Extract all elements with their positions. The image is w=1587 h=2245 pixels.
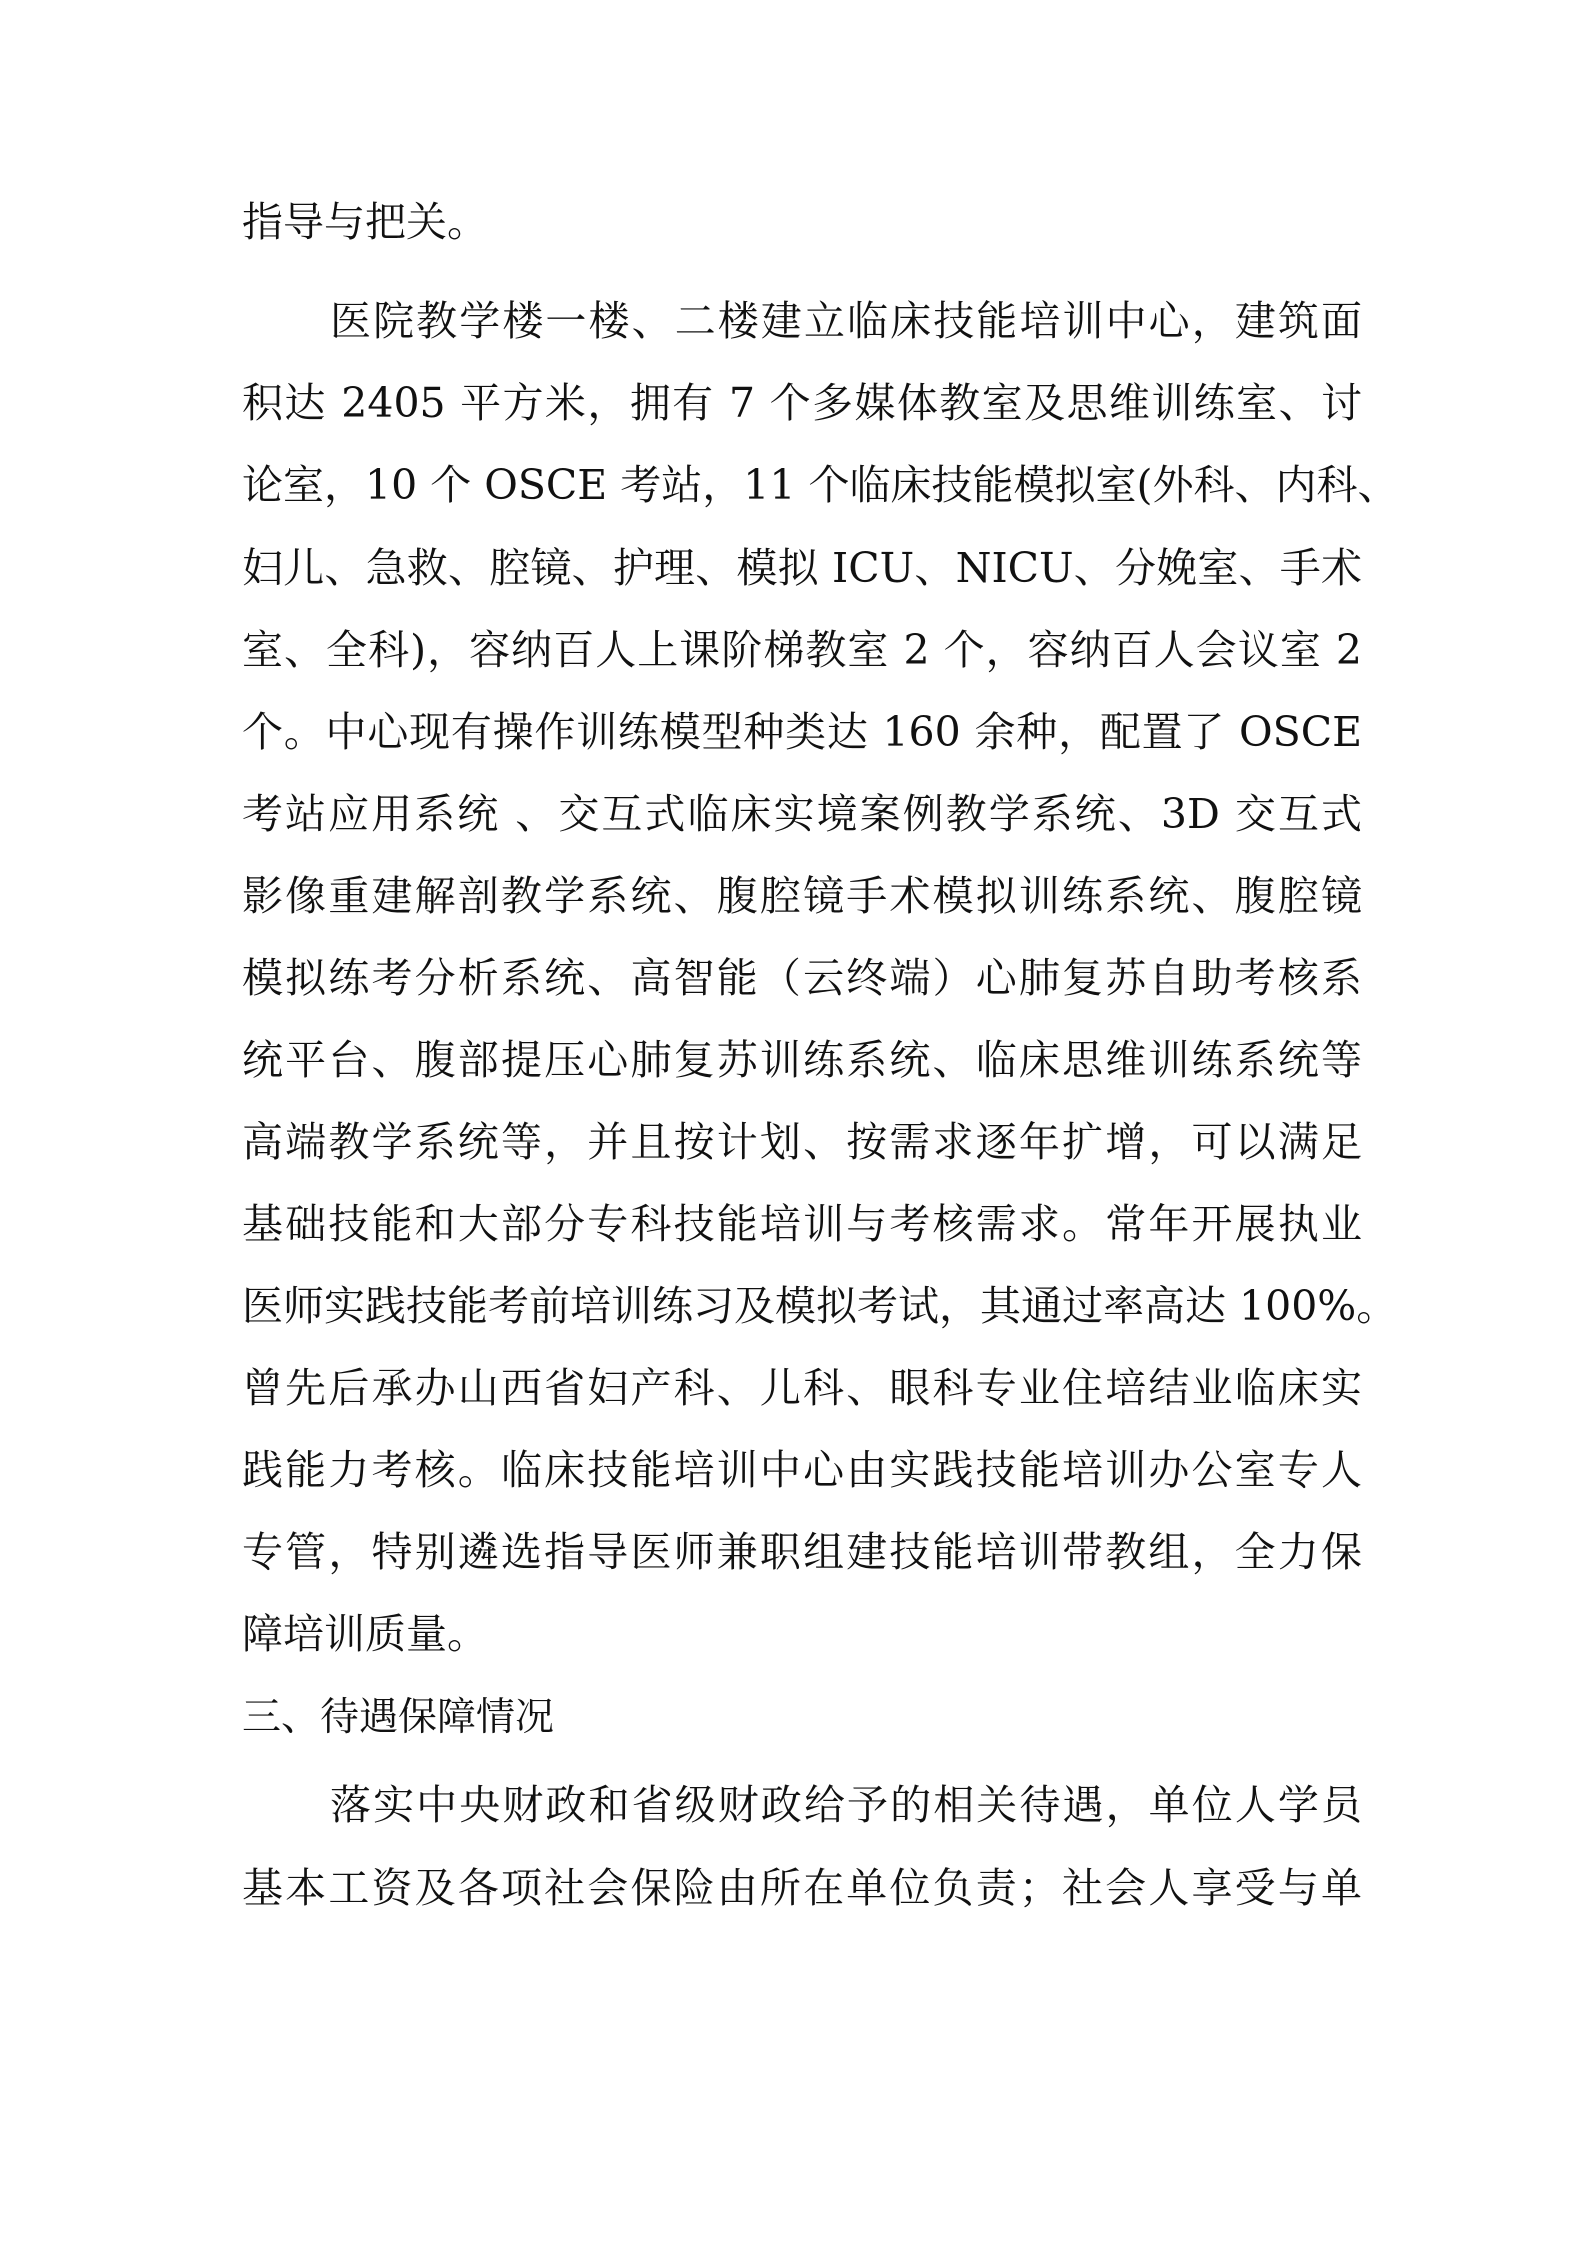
paragraph-2-line-9: 模拟练考分析系统、高智能（云终端）心肺复苏自助考核系 bbox=[242, 954, 1362, 1002]
paragraph-2-line-5: 室、全科)，容纳百人上课阶梯教室 2 个，容纳百人会议室 2 bbox=[242, 626, 1362, 674]
paragraph-2-line-11: 高端教学系统等，并且按计划、按需求逐年扩增，可以满足 bbox=[242, 1118, 1362, 1166]
paragraph-2-line-4: 妇儿、急救、腔镜、护理、模拟 ICU、NICU、分娩室、手术 bbox=[242, 544, 1362, 592]
paragraph-2-line-12: 基础技能和大部分专科技能培训与考核需求。常年开展执业 bbox=[242, 1200, 1362, 1248]
paragraph-2-line-3: 论室，10 个 OSCE 考站，11 个临床技能模拟室(外科、内科、 bbox=[242, 461, 1399, 509]
paragraph-2-line-15: 践能力考核。临床技能培训中心由实践技能培训办公室专人 bbox=[242, 1446, 1362, 1494]
paragraph-2-line-2: 积达 2405 平方米，拥有 7 个多媒体教室及思维训练室、讨 bbox=[242, 379, 1362, 427]
paragraph-3-line-1: 落实中央财政和省级财政给予的相关待遇，单位人学员 bbox=[330, 1781, 1362, 1829]
paragraph-2-line-17: 障培训质量。 bbox=[242, 1610, 488, 1658]
paragraph-2-line-1: 医院教学楼一楼、二楼建立临床技能培训中心，建筑面 bbox=[330, 297, 1362, 345]
paragraph-1-line-1: 指导与把关。 bbox=[242, 198, 488, 246]
section-3-heading: 三、待遇保障情况 bbox=[242, 1695, 555, 1740]
paragraph-2-line-16: 专管，特别遴选指导医师兼职组建技能培训带教组，全力保 bbox=[242, 1528, 1362, 1576]
paragraph-2-line-8: 影像重建解剖教学系统、腹腔镜手术模拟训练系统、腹腔镜 bbox=[242, 872, 1362, 920]
paragraph-2-line-14: 曾先后承办山西省妇产科、儿科、眼科专业住培结业临床实 bbox=[242, 1364, 1362, 1412]
paragraph-2-line-6: 个。中心现有操作训练模型种类达 160 余种，配置了 OSCE bbox=[242, 708, 1362, 756]
paragraph-2-line-10: 统平台、腹部提压心肺复苏训练系统、临床思维训练系统等 bbox=[242, 1036, 1362, 1084]
paragraph-3-line-2: 基本工资及各项社会保险由所在单位负责；社会人享受与单 bbox=[242, 1864, 1362, 1912]
paragraph-2-line-13: 医师实践技能考前培训练习及模拟考试，其通过率高达 100%。 bbox=[242, 1282, 1398, 1330]
paragraph-2-line-7: 考站应用系统 、交互式临床实境案例教学系统、3D 交互式 bbox=[242, 790, 1362, 838]
